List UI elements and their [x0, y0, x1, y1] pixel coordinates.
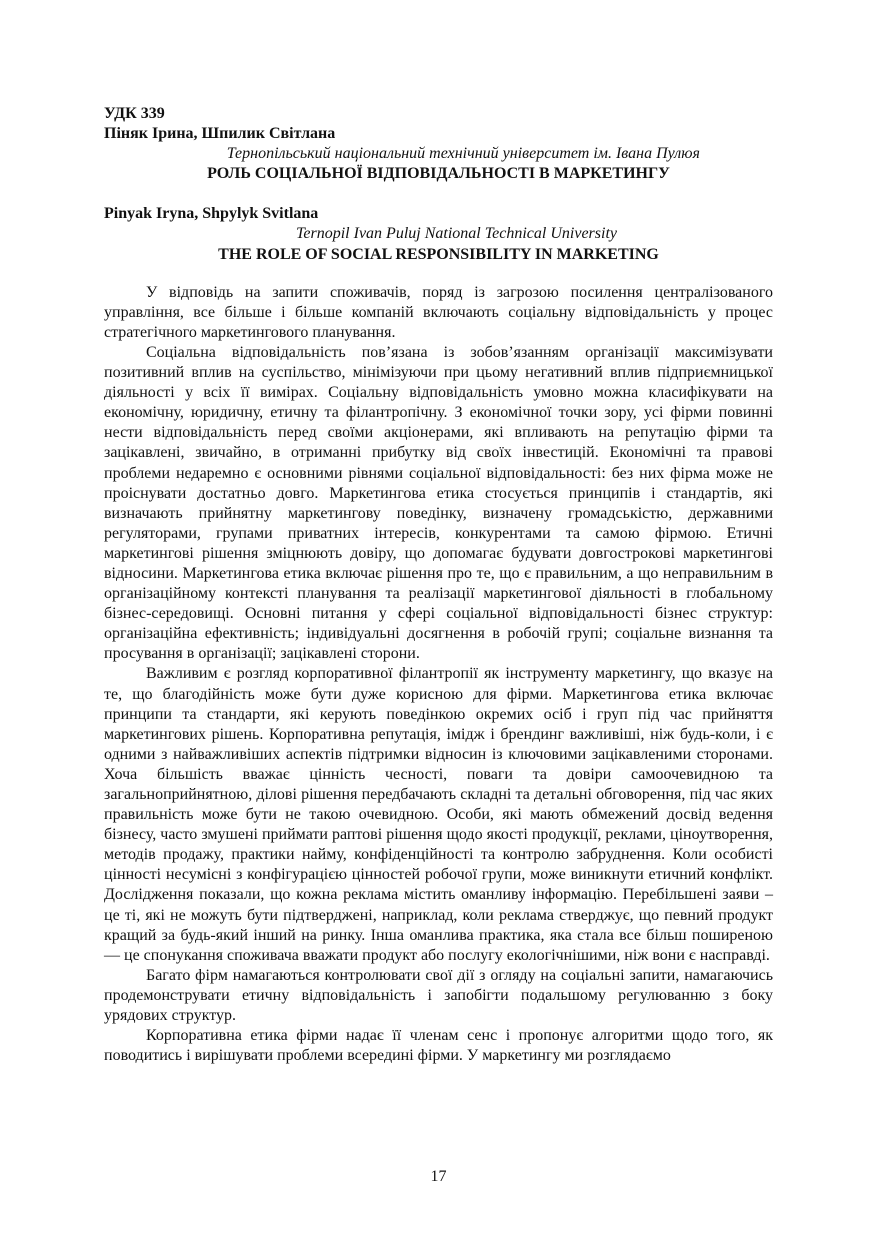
body-paragraph: У відповідь на запити споживачів, поряд із загрозою посилення централізованого управління, все більше і більше компаній включають соціальну відповідальність у процес стратегічного маркетингового планування.: [104, 283, 773, 341]
page-number: 17: [430, 1168, 447, 1185]
body-paragraph: Соціальна відповідальність пов’язана із зобов’язанням організації максимізувати позитивний вплив на суспільство, мінімізуючи при цьому негативний вплив підприємницької діяльності у всіх її вимірах. Соціальну відповідальність умовно можна класифікувати на економічну, юридичну, етичну та філантропічну. З економічної точки зору, усі фірми повинні нести відповідальність перед своїми акціонерами, які впливають на репутацію фірми та зацікавлені, звичайно, в отриманні прибутку від своїх інвестицій. Економічні та правові проблеми недаремно є основними рівнями соціальної відповідальності: без них фірма може не проіснувати достатньо довго. Маркетингова етика стосується принципів і стандартів, які визначають прийнятну маркетингову поведінку, визначену громадськістю, державними регуляторами, групами приватних інтересів, конкурентами та самою фірмою. Етичні маркетингові рішення зміцнюють довіру, що допомагає будувати довгострокові маркетингові відносини. Маркетингова етика включає рішення про те, що є правильним, а що неправильним в організаційному контексті планування та реалізації маркетингової діяльності в глобальному бізнес-середовищі. Основні питання у сфері соціальної відповідальності бізнес структур: організаційна ефективність; індивідуальні досягнення в робочій групі; соціальне визнання та просування в організації; зацікавлені сторони.: [104, 343, 773, 663]
authors-en: Pinyak Iryna, Shpylyk Svitlana: [104, 205, 319, 223]
body-paragraph: Важливим є розгляд корпоративної філантропії як інструменту маркетингу, що вказує на те, що благодійність може бути дуже корисною для фірми. Маркетингова етика включає принципи та стандарти, які керують поведінкою окремих осіб і груп під час прийняття маркетингових рішень. Корпоративна репутація, імідж і брендинг важливіші, ніж будь-коли, і є одними з найважливіших аспектів підтримки відносин із ключовими зацікавленими сторонами. Хоча більшість вважає цінність чесності, поваги та довіри самоочевидною та загальноприйнятною, ділові рішення передбачають складні та детальні обговорення, під час яких правильність може бути не такою очевидною. Особи, які мають обмежений досвід ведення бізнесу, часто змушені приймати раптові рішення щодо якості продукції, реклами, ціноутворення, методів продажу, практики найму, конфіденційності та контролю забруднення. Коли особисті цінності несумісні з конфігурацією цінностей робочої групи, може виникнути етичний конфлікт. Дослідження показали, що кожна реклама містить оманливу інформацію. Перебільшені заяви – це ті, які не можуть бути підтверджені, наприклад, коли реклама стверджує, що певний продукт кращий за будь-який інший на ринку. Інша оманлива практика, яка стала все більш поширеною — це спонукання споживача вважати продукт або послугу екологічнішими, ніж вони є насправді.: [104, 665, 773, 964]
udk-code: УДК 339: [104, 105, 165, 122]
affiliation-ua: Тернопільський національний технічний університет ім. Івана Пулюя: [226, 145, 700, 163]
title-ua: РОЛЬ СОЦІАЛЬНОЇ ВІДПОВІДАЛЬНОСТІ В МАРКЕТИНГУ: [207, 165, 670, 183]
spacer: [104, 265, 773, 283]
article-content: [104, 104, 773, 1066]
title-en: THE ROLE OF SOCIAL RESPONSIBILITY IN MARKETING: [218, 245, 659, 263]
affiliation-en: Ternopil Ivan Puluj National Technical University: [295, 225, 617, 243]
spacer: [104, 184, 773, 204]
authors-ua: Пiняк Iрина, Шпилик Свiтлана: [104, 125, 336, 143]
body-paragraph: Багато фірм намагаються контролювати свої дії з огляду на соціальні запити, намагаючись продемонструвати етичну відповідальність і запобігти подальшому регулюванню з боку урядових структур.: [104, 966, 773, 1025]
body-paragraph: Корпоративна етика фірми надає її членам сенс і пропонує алгоритми щодо того, як поводитись і вирішувати проблеми всередині фірми. У маркетингу ми розглядаємо: [104, 1027, 773, 1065]
